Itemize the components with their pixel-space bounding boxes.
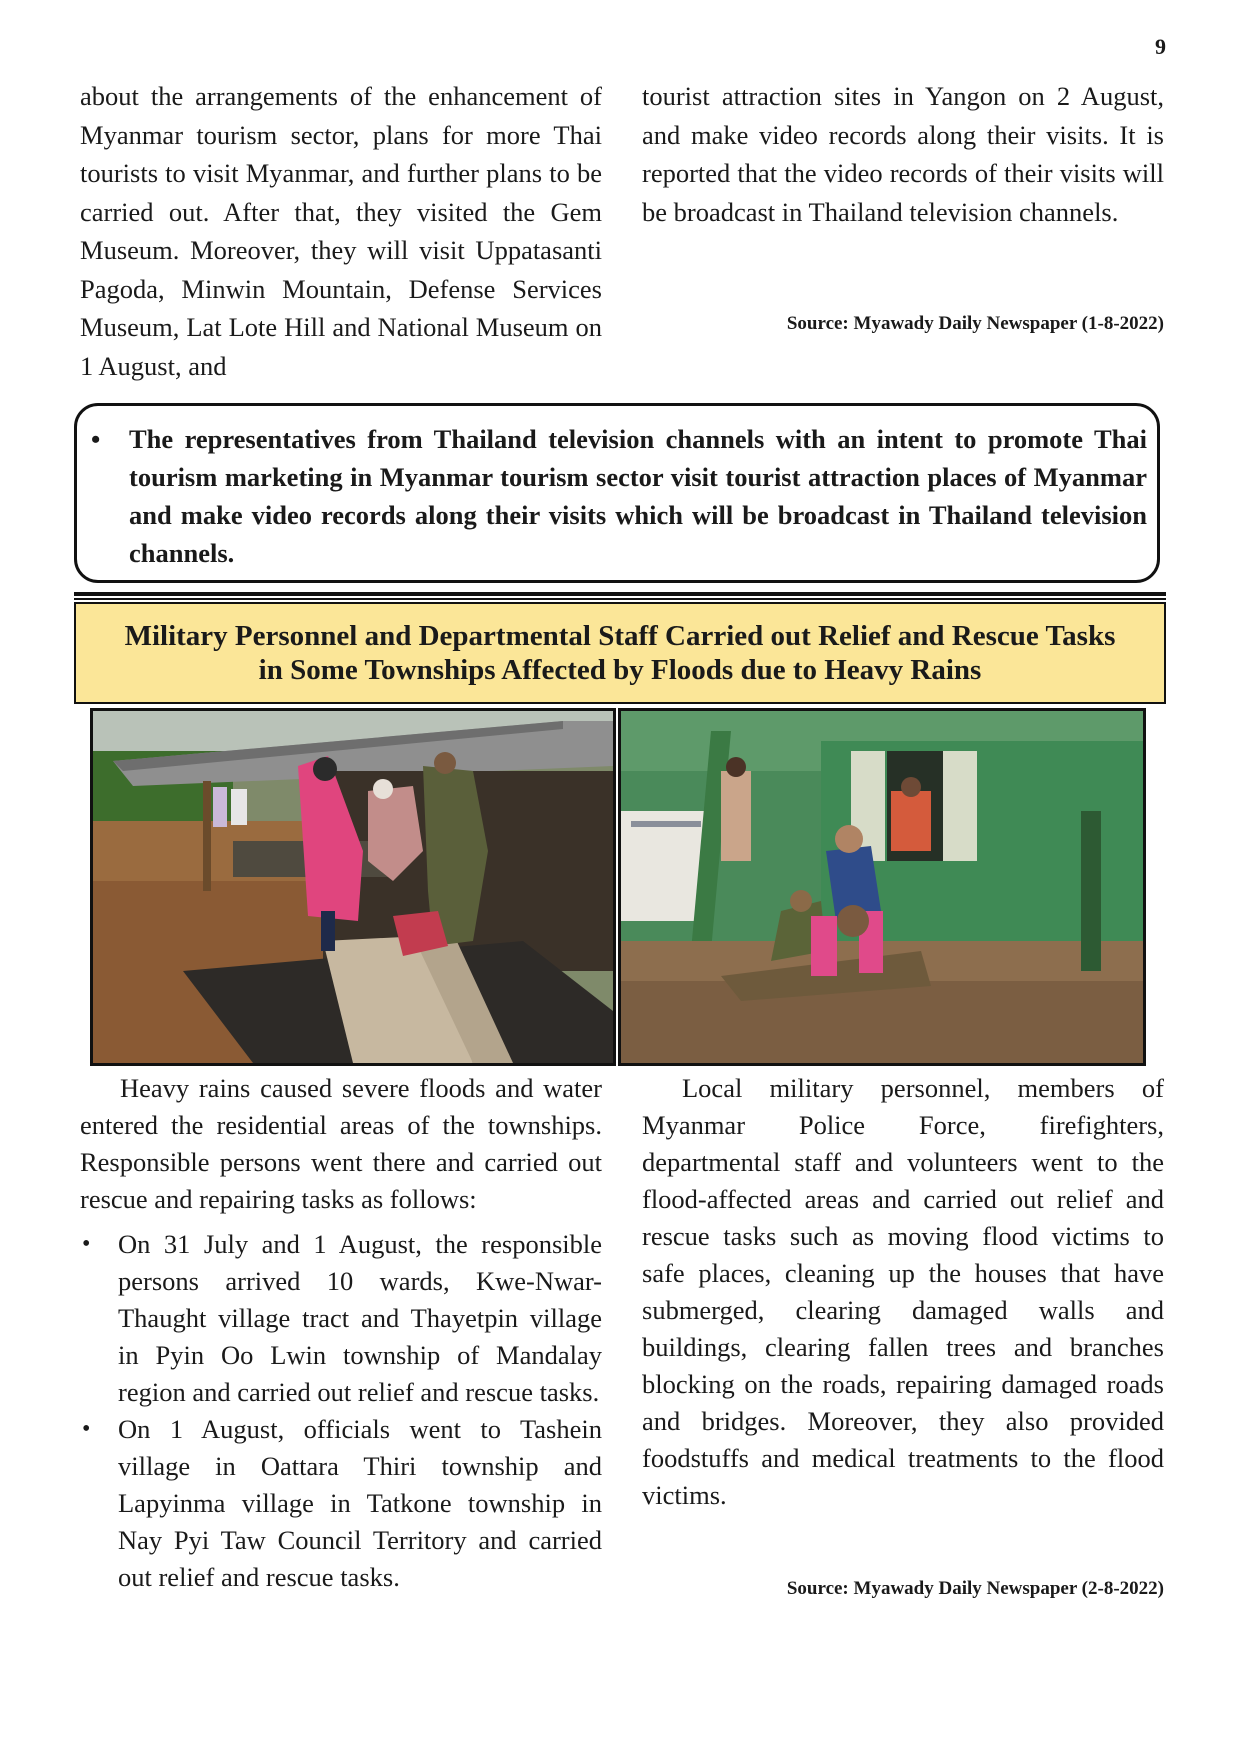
list-item: • On 31 July and 1 August, the responsible persons arrived 10 wards, Kwe-Nwar-Thaught village tract and Thayetpin village in Pyin Oo Lwin township of Mandalay region and carried out relief and rescue tasks. xyxy=(80,1226,602,1411)
bullet-icon: • xyxy=(91,424,101,454)
flood-rescue-image-right xyxy=(621,711,1143,1063)
flood-rescue-photo-left xyxy=(90,708,616,1066)
highlight-item xyxy=(91,420,1147,572)
bottom-right-column xyxy=(642,1070,1164,1514)
headline-line-1: Military Personnel and Departmental Staff Carried out Relief and Rescue Tasks xyxy=(124,620,1116,652)
divider-thin xyxy=(74,598,1166,600)
bottom-left-intro: Heavy rains caused severe floods and water entered the residential areas of the townships. Responsible persons went there and carried out rescue and repairing tasks as follows: xyxy=(80,1073,602,1214)
highlight-text: The representatives from Thailand television channels with an intent to promote Thai tourism marketing in Myanmar tourism sector visit tourist attraction places of Myanmar and make video records along their visits which will be broadcast in Thailand television channels. xyxy=(129,424,1147,568)
top-left-paragraph: about the arrangements of the enhancement of Myanmar tourism sector, plans for more Thai tourists to visit Myanmar, and further plans to be carried out. After that, they visited the Gem Museum. Moreover, they will visit Uppatasanti Pagoda, Minwin Mountain, Defense Services Museum, Lat Lote Hill and National Museum on 1 August, and xyxy=(80,81,602,381)
headline xyxy=(85,619,1155,687)
bottom-right-paragraph: Local military personnel, members of Myanmar Police Force, firefighters, departmental staff and volunteers went to the flood-affected areas and carried out relief and rescue tasks such as moving flood victims to safe places, cleaning up the houses that have submerged, clearing damaged walls and buildings, clearing fallen trees and branches blocking on the roads, repairing damaged roads and bridges. Moreover, they also provided foodstuffs and medical treatments to the flood victims. xyxy=(642,1073,1164,1510)
flood-rescue-photo-right xyxy=(618,708,1146,1066)
source-citation-1: Source: Myawady Daily Newspaper (1-8-2022) xyxy=(786,313,1164,334)
flood-rescue-image-left xyxy=(93,711,613,1063)
top-right-column xyxy=(642,77,1164,231)
bottom-left-column xyxy=(80,1070,602,1596)
page-number: 9 xyxy=(1155,34,1166,59)
top-right-paragraph: tourist attraction sites in Yangon on 2 August, and make video records along their visits. It is reported that the video records of their visits will be broadcast in Thailand television channels. xyxy=(642,81,1164,227)
headline-line-2: in Some Townships Affected by Floods due to Heavy Rains xyxy=(258,654,982,686)
source-citation-2: Source: Myawady Daily Newspaper (2-8-2022) xyxy=(786,1578,1164,1599)
headline-banner xyxy=(74,602,1166,704)
top-left-column xyxy=(80,77,602,385)
divider-thick xyxy=(74,592,1166,596)
highlight-box xyxy=(74,403,1160,583)
relief-list xyxy=(80,1226,602,1596)
list-item: • On 1 August, officials went to Tashein village in Oattara Thiri township and Lapyinma village in Tatkone township in Nay Pyi Taw Council Territory and carried out relief and rescue tasks. xyxy=(80,1411,602,1596)
